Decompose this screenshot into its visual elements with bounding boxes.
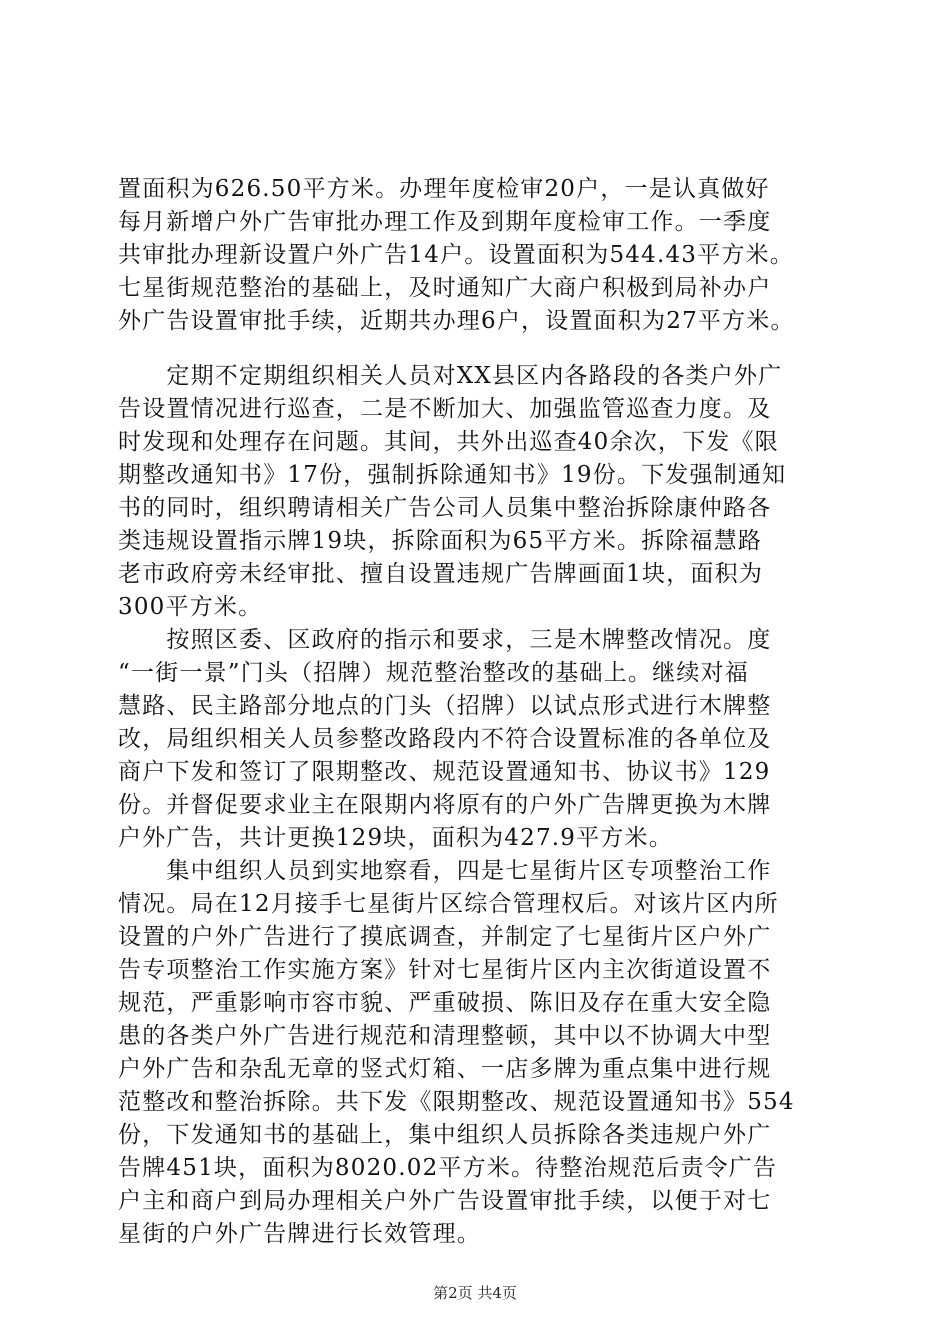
text-line: 告牌451块，面积为8020.02平方米。待整治规范后责令广告 (118, 1155, 778, 1181)
text-line: 份，下发通知书的基础上，集中组织人员拆除各类违规户外广 (118, 1122, 772, 1148)
text-line: 范整改和整治拆除。共下发《限期整改、规范设置通知书》554 (118, 1089, 795, 1115)
text-line: 每月新增户外广告审批办理工作及到期年度检审工作。一季度 (118, 209, 772, 235)
text-line: 情况。局在12月接手七星街片区综合管理权后。对该片区内所 (118, 891, 779, 917)
text-line: “一街一景”门头（招牌）规范整治整改的基础上。继续对福 (118, 660, 749, 686)
text-line: 置面积为626.50平方米。办理年度检审20户，一是认真做好 (118, 176, 770, 202)
text-line: 份。并督促要求业主在限期内将原有的户外广告牌更换为木牌 (118, 792, 772, 818)
text-line: 期整改通知书》17份，强制拆除通知书》19份。下发强制通知 (118, 462, 787, 488)
text-line: 书的同时，组织聘请相关广告公司人员集中整治拆除康仲路各 (118, 495, 772, 521)
text-line: 设置的户外广告进行了摸底调查，并制定了七星街片区户外广 (118, 924, 772, 950)
text-line: 户外广告，共计更换129块，面积为427.9平方米。 (118, 825, 673, 851)
text-line: 慧路、民主路部分地点的门头（招牌）以试点形式进行木牌整 (118, 693, 772, 719)
text-line: 老市政府旁未经审批、擅自设置违规广告牌画面1块，面积为 (118, 561, 764, 587)
text-line: 集中组织人员到实地察看，四是七星街片区专项整治工作 (118, 858, 772, 884)
text-line: 告设置情况进行巡查，二是不断加大、加强监管巡查力度。及 (118, 396, 772, 422)
text-line: 共审批办理新设置户外广告14户。设置面积为544.43平方米。 (118, 242, 794, 268)
text-line: 改，局组织相关人员参整改路段内不符合设置标准的各单位及 (118, 726, 772, 752)
text-line: 规范，严重影响市容市貌、严重破损、陈旧及存在重大安全隐 (118, 990, 772, 1016)
text-line: 户主和商户到局办理相关户外广告设置审批手续，以便于对七 (118, 1188, 772, 1214)
text-line: 星街的户外广告牌进行长效管理。 (118, 1221, 481, 1247)
text-line: 时发现和处理存在问题。其间，共外出巡查40余次，下发《限 (118, 429, 779, 455)
text-line: 300平方米。 (118, 594, 263, 620)
page-footer: 第2页 共4页 (433, 1284, 517, 1302)
text-line: 户外广告和杂乱无章的竖式灯箱、一店多牌为重点集中进行规 (118, 1056, 772, 1082)
text-line: 定期不定期组织相关人员对XX县区内各路段的各类户外广 (118, 363, 783, 389)
text-line: 患的各类户外广告进行规范和清理整顿，其中以不协调大中型 (118, 1023, 772, 1049)
text-line: 告专项整治工作实施方案》针对七星街片区内主次街道设置不 (118, 957, 772, 983)
text-line: 类违规设置指示牌19块，拆除面积为65平方米。拆除福慧路 (118, 528, 763, 554)
text-line: 按照区委、区政府的指示和要求，三是木牌整改情况。度 (118, 627, 772, 653)
text-line: 七星街规范整治的基础上，及时通知广大商户积极到局补办户 (118, 275, 772, 301)
text-line: 外广告设置审批手续，近期共办理6户，设置面积为27平方米。 (118, 308, 795, 334)
text-line: 商户下发和签订了限期整改、规范设置通知书、协议书》129 (118, 759, 771, 785)
